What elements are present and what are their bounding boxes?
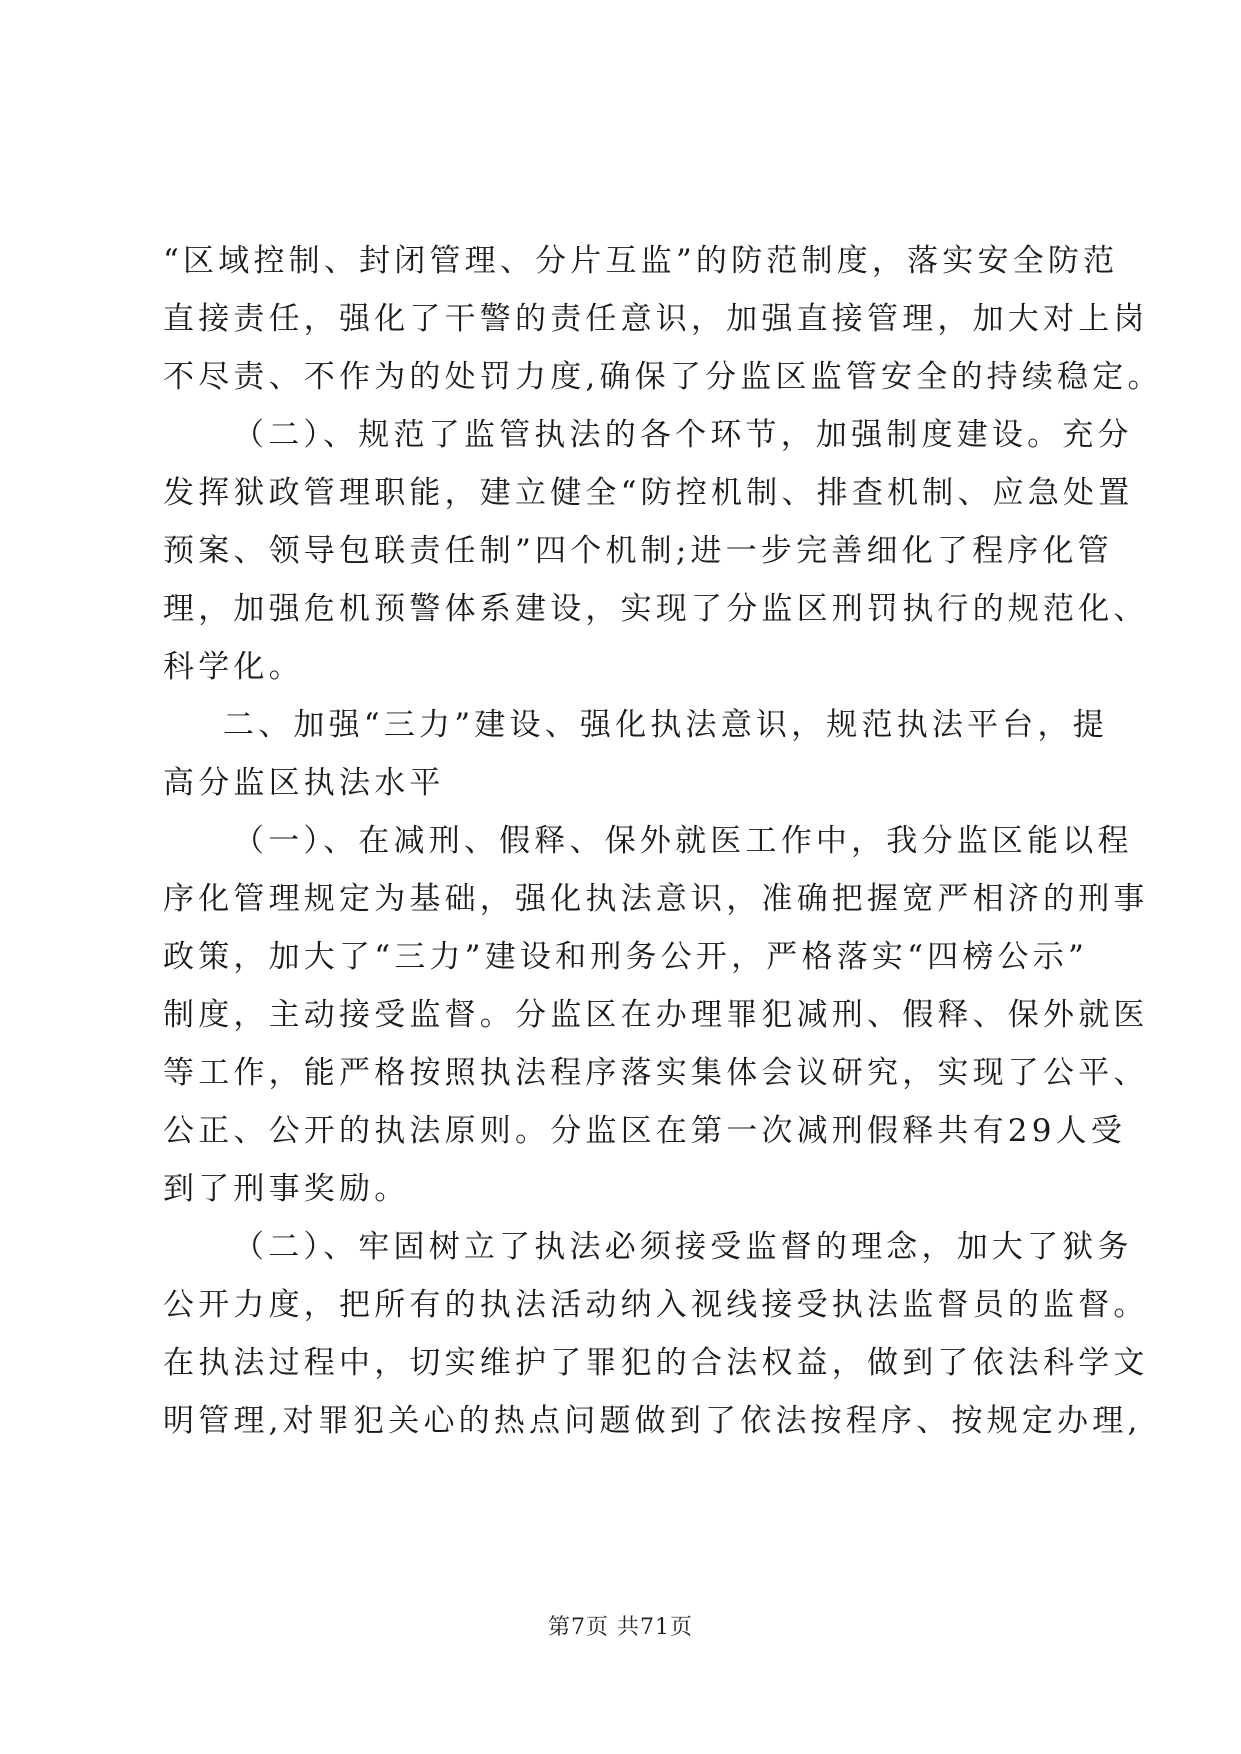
section-heading: 二、加强“三力”建设、强化执法意识，规范执法平台，提 (223, 707, 1108, 743)
text-line: 政策，加大了“三力”建设和刑务公开，严格落实“四榜公示” (163, 939, 1088, 975)
text-line: 直接责任，强化了干警的责任意识，加强直接管理，加大对上岗 (163, 301, 1149, 337)
text-line: 预案、领导包联责任制”四个机制;进一步完善细化了程序化管 (163, 533, 1113, 569)
text-line: 在执法过程中，切实维护了罪犯的合法权益，做到了依法科学文 (163, 1345, 1149, 1381)
text-line: 明管理,对罪犯关心的热点问题做到了依法按程序、按规定办理, (163, 1403, 1142, 1439)
text-line: （二）、牢固树立了执法必须接受监督的理念，加大了狱务 (233, 1229, 1133, 1265)
text-line: 到了刑事奖励。 (163, 1171, 410, 1207)
page-number-footer: 第7页 共71页 (548, 1615, 693, 1640)
body-text (163, 232, 1163, 1450)
text-line: 理，加强危机预警体系建设，实现了分监区刑罚执行的规范化、 (163, 591, 1149, 627)
text-line: 公开力度，把所有的执法活动纳入视线接受执法监督员的监督。 (163, 1287, 1149, 1323)
text-line: 制度，主动接受监督。分监区在办理罪犯减刑、假释、保外就医 (163, 997, 1149, 1033)
text-line: （一）、在减刑、假释、保外就医工作中，我分监区能以程 (233, 823, 1133, 859)
section-heading-cont: 高分监区执法水平 (163, 765, 445, 801)
text-line: （二）、规范了监管执法的各个环节，加强制度建设。充分 (233, 417, 1133, 453)
text-line: 序化管理规定为基础，强化执法意识，准确把握宽严相济的刑事 (163, 881, 1149, 917)
text-line: 发挥狱政管理职能，建立健全“防控机制、排查机制、应急处置 (163, 475, 1134, 511)
text-line: “区域控制、封闭管理、分片互监”的防范制度，落实安全防范 (163, 243, 1119, 279)
text-line: 科学化。 (163, 649, 304, 685)
text-line: 等工作，能严格按照执法程序落实集体会议研究，实现了公平、 (163, 1055, 1149, 1091)
text-line: 公正、公开的执法原则。分监区在第一次减刑假释共有29人受 (163, 1113, 1127, 1149)
text-line: 不尽责、不作为的处罚力度,确保了分监区监管安全的持续稳定。 (163, 359, 1163, 395)
